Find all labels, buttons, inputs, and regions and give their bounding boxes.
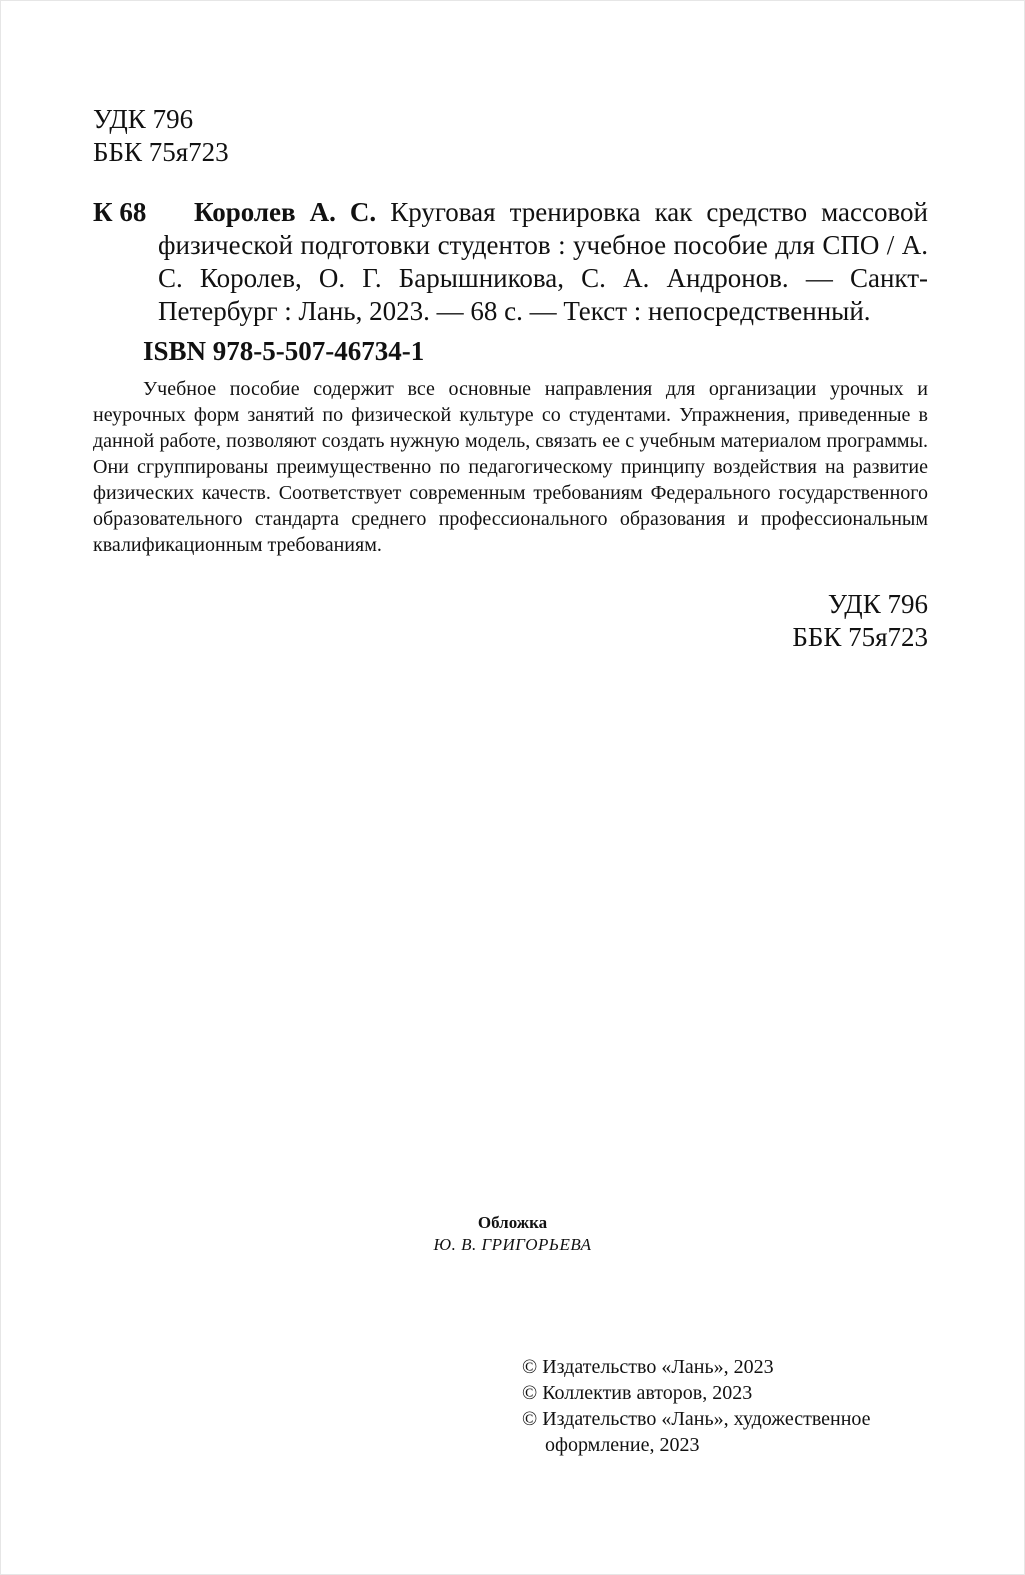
catalog-entry xyxy=(93,196,928,328)
copyright-line: © Коллектив авторов, 2023 xyxy=(522,1382,753,1404)
credits-role: Обложка xyxy=(477,1213,548,1232)
classification-top xyxy=(93,103,229,169)
copyright-line: © Издательство «Лань», художественное оформление, 2023 xyxy=(522,1408,871,1456)
copyright-block xyxy=(522,1354,922,1458)
author-mark: К 68 xyxy=(93,197,147,227)
udk-code: УДК 796 xyxy=(93,104,194,134)
bibliographic-description xyxy=(158,196,928,328)
copyright-line: © Издательство «Лань», 2023 xyxy=(522,1356,774,1378)
udk-code: УДК 796 xyxy=(827,589,928,619)
author-name: Королев А. С. xyxy=(194,197,377,227)
classification-bottom xyxy=(792,588,928,654)
bibliographic-text: Круговая тренировка как средство массовой физической подготовки студентов : учебное пособие для СПО / А. С. Королев, О. Г. Барышникова, С. А. Андронов. — Санкт-Петербург : Лань, 2023. — 68 с. — Текст : непосредственный. xyxy=(158,197,928,326)
annotation: Учебное пособие содержит все основные направления для организации урочных и неурочных форм занятий по физической культуре со студентами. Упражнения, приведенные в данной работе, позволяют создать нужную модель, связать ее с учебным материалом программы. Они сгруппированы преимущественно по педагогическому принципу воздействия на развитие физических качеств. Соответствует современным требованиям Федерального государственного образовательного стандарта среднего профессионального образования и профессиональным квалификационным требованиям. xyxy=(93,378,928,556)
isbn: ISBN 978-5-507-46734-1 xyxy=(143,336,425,366)
bbk-code: ББК 75я723 xyxy=(792,622,928,652)
cover-credits xyxy=(0,1212,1025,1256)
bbk-code: ББК 75я723 xyxy=(93,137,229,167)
credits-person: Ю. В. ГРИГОРЬЕВА xyxy=(433,1235,592,1254)
